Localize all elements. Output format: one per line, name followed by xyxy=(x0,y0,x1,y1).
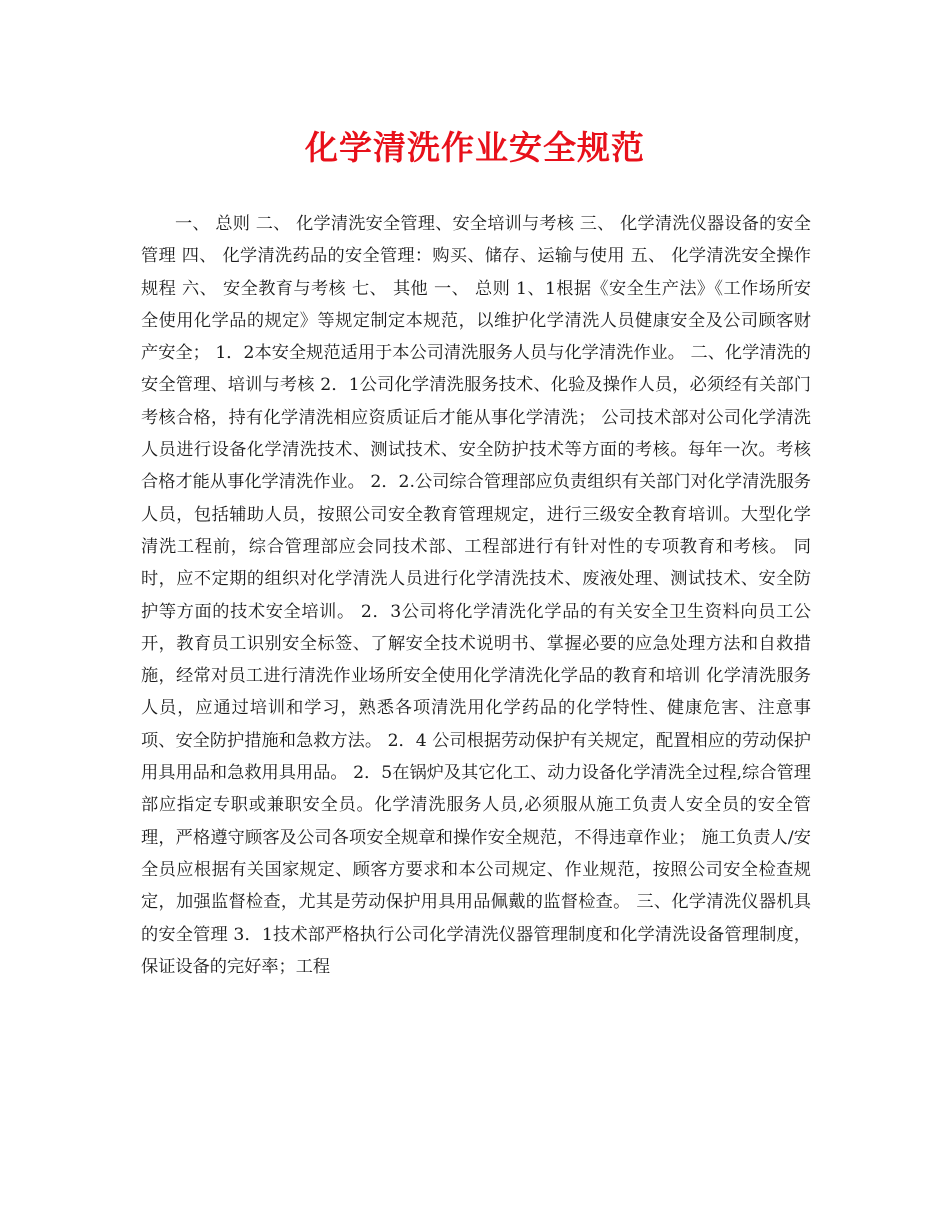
document-title: 化学清洗作业安全规范 xyxy=(305,128,645,167)
document-body-text: 一、 总则 二、 化学清洗安全管理、安全培训与考核 三、 化学清洗仪器设备的安全管理 四、 化学清洗药品的安全管理：购买、储存、运输与使用 五、 化学清洗安全操作规程 六、 安全教育与考核 七、 其他 一、 总则 1、1根据《安全生产法》《工作场所安全使用化学品的规定》等规定制定本规范，以维护化学清洗人员健康安全及公司顾客财产安全； 1．2本安全规范适用于本公司清洗服务人员与化学清洗作业。 二、化学清洗的安全管理、培训与考核 2．1公司化学清洗服务技术、化验及操作人员，必须经有关部门考核合格，持有化学清洗相应资质证后才能从事化学清洗； 公司技术部对公司化学清洗人员进行设备化学清洗技术、测试技术、安全防护技术等方面的考核。每年一次。考核合格才能从事化学清洗作业。 2．2.公司综合管理部应负责组织有关部门对化学清洗服务人员，包括辅助人员，按照公司安全教育管理规定，进行三级安全教育培训。大型化学清洗工程前，综合管理部应会同技术部、工程部进行有针对性的专项教育和考核。 同时，应不定期的组织对化学清洗人员进行化学清洗技术、废液处理、测试技术、安全防护等方面的技术安全培训。 2．3公司将化学清洗化学品的有关安全卫生资料向员工公开，教育员工识别安全标签、了解安全技术说明书、掌握必要的应急处理方法和自救措施，经常对员工进行清洗作业场所安全使用化学清洗化学品的教育和培训 化学清洗服务人员，应通过培训和学习，熟悉各项清洗用化学药品的化学特性、健康危害、注意事项、安全防护措施和急救方法。 2．4 公司根据劳动保护有关规定，配置相应的劳动保护用具用品和急救用具用品。 2．5在锅炉及其它化工、动力设备化学清洗全过程,综合管理部应指定专职或兼职安全员。化学清洗服务人员,必须服从施工负责人安全员的安全管理，严格遵守顾客及公司各项安全规章和操作安全规范，不得违章作业； 施工负责人/安全员应根据有关国家规定、顾客方要求和本公司规定、作业规范，按照公司安全检查规定，加强监督检查，尤其是劳动保护用具用品佩戴的监督检查。 三、化学清洗仪器机具的安全管理 3．1技术部严格执行公司化学清洗仪器管理制度和化学清洗设备管理制度，保证设备的完好率；工程 xyxy=(141,214,811,977)
